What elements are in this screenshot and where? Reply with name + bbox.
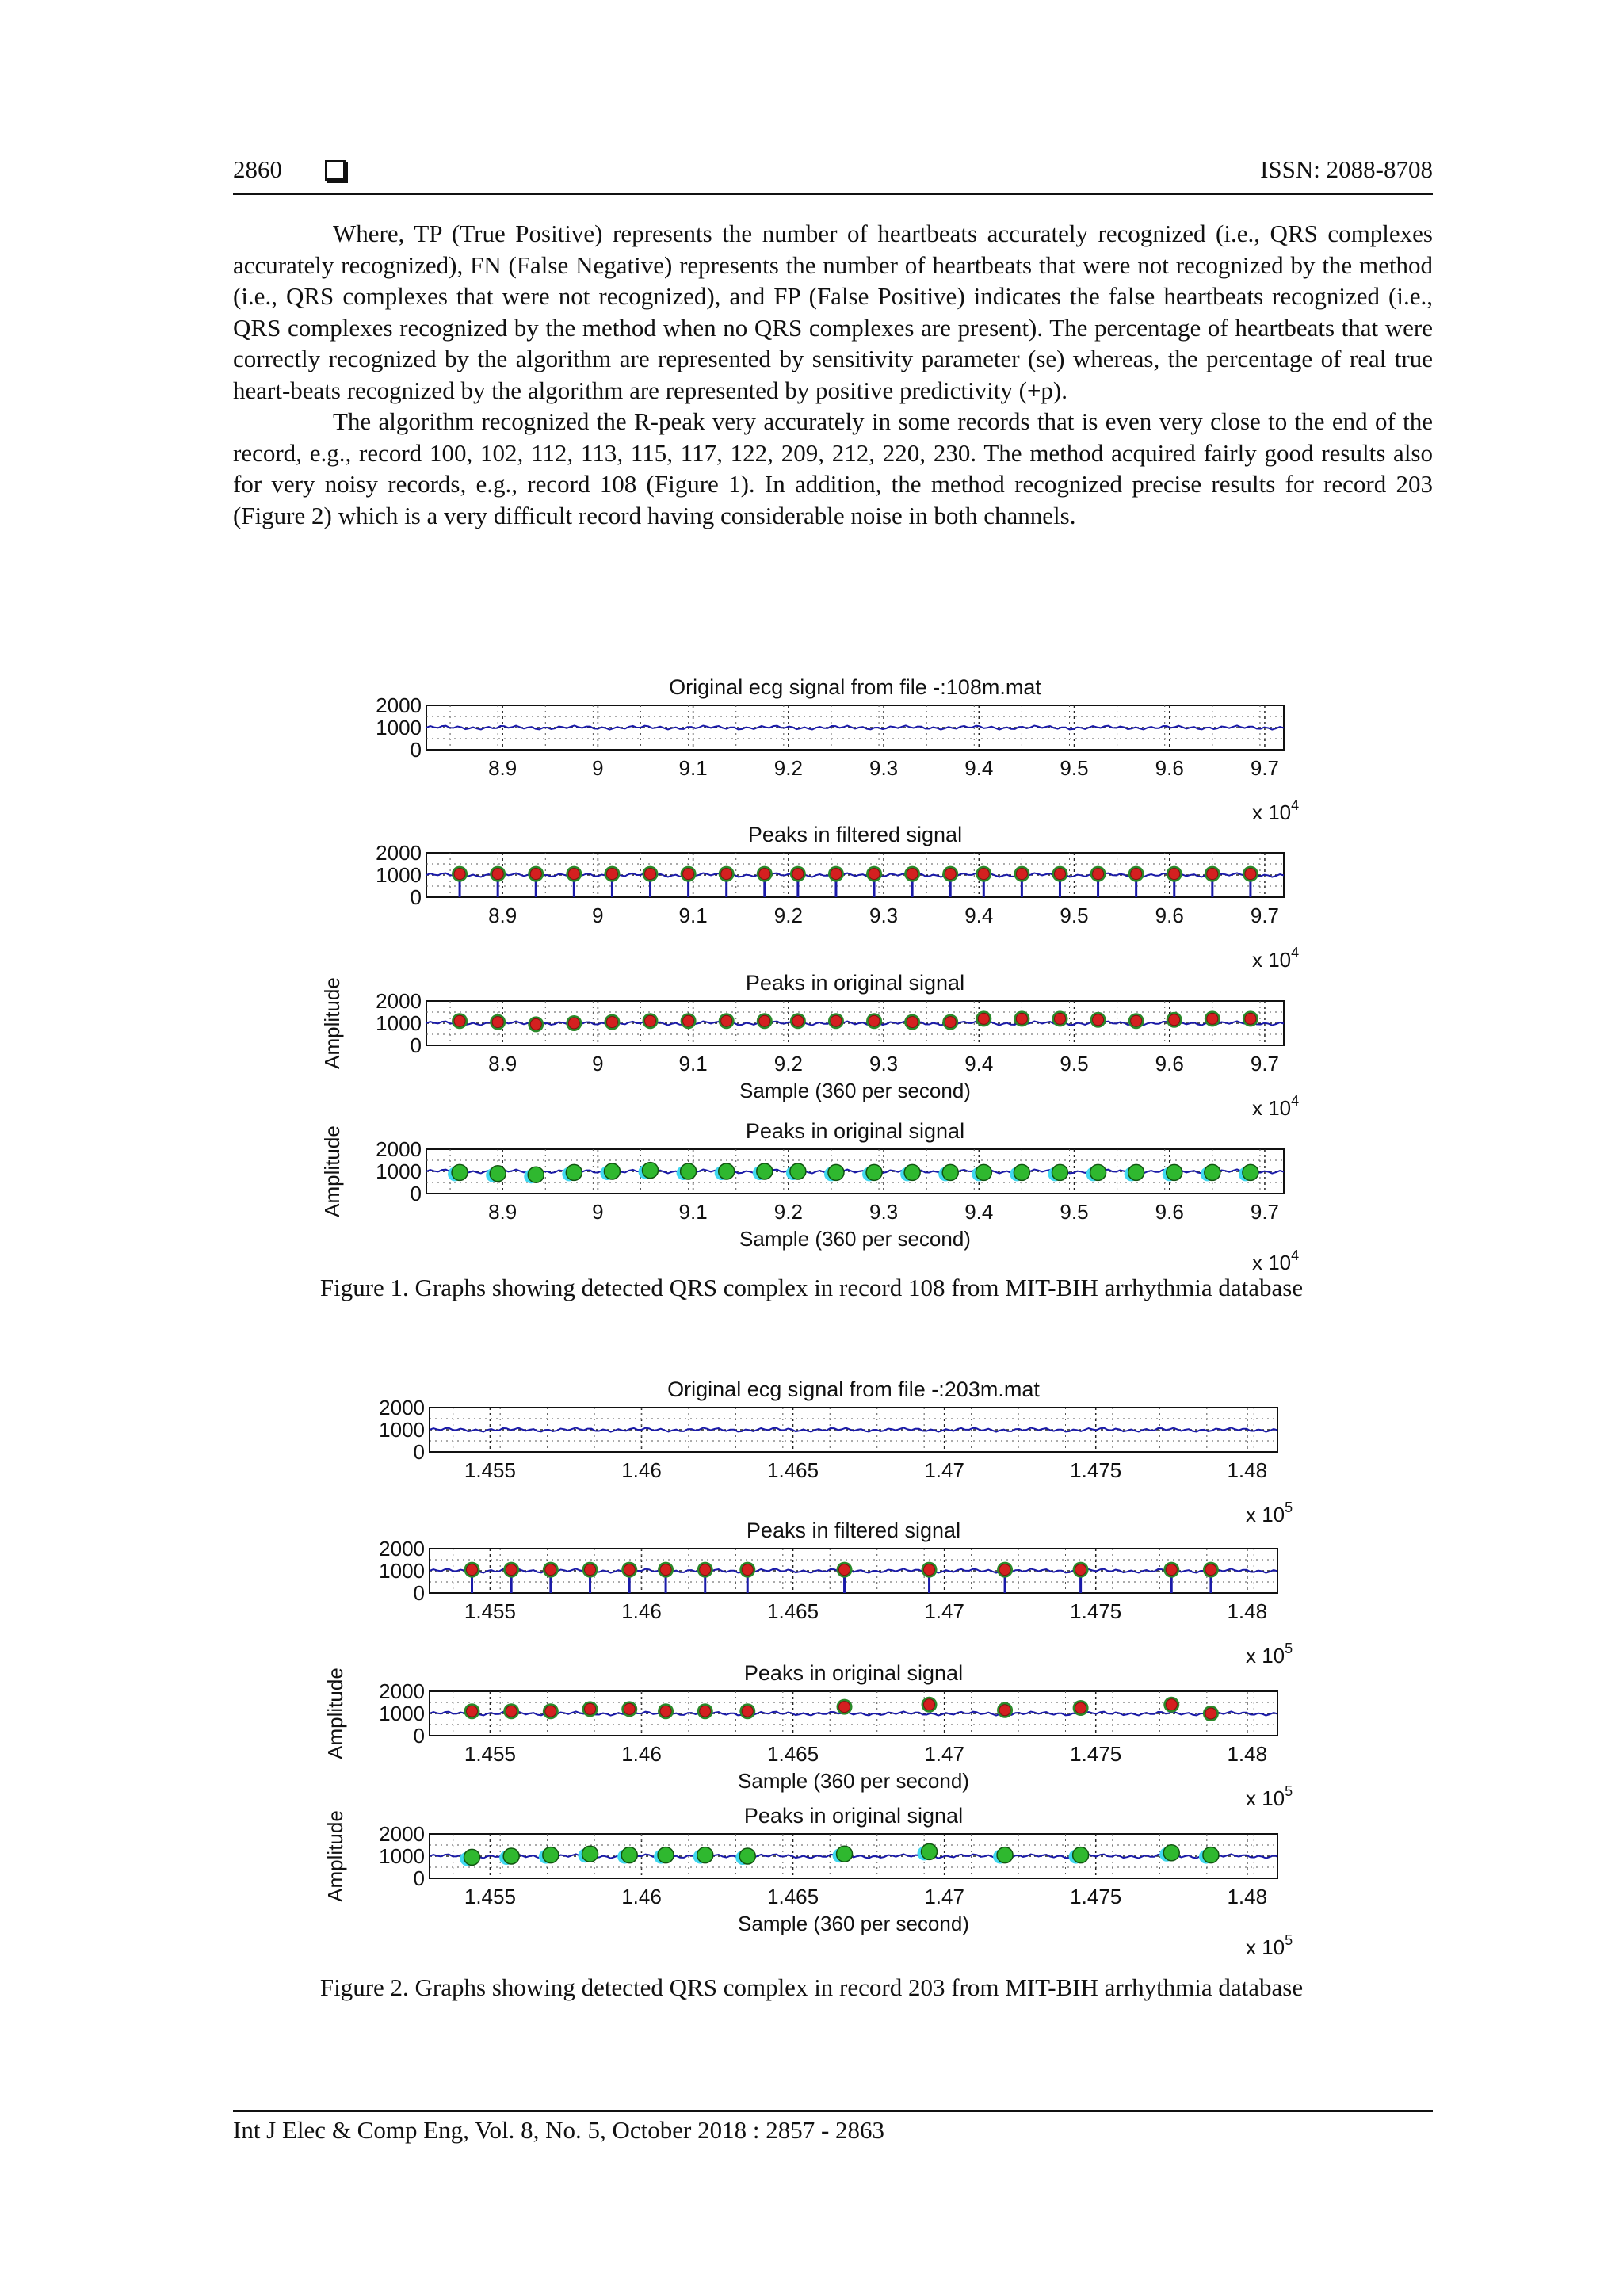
peak-marker xyxy=(904,1164,920,1180)
peak-marker xyxy=(978,1013,989,1024)
peak-marker xyxy=(568,1018,579,1029)
x-exponent-label: x $10^4$ xyxy=(1252,797,1300,824)
peak-marker xyxy=(1131,869,1142,880)
peak-marker xyxy=(452,1164,468,1180)
peak-marker xyxy=(645,1015,656,1026)
y-tick-label: 1000 xyxy=(376,716,422,739)
chart-title: Original ecg signal from file -:108m.mat xyxy=(669,675,1041,699)
peak-marker xyxy=(604,1163,620,1179)
peak-marker xyxy=(837,1846,853,1862)
peak-marker xyxy=(530,869,541,880)
x-tick-label: 9.7 xyxy=(1250,904,1280,927)
y-tick-label: 2000 xyxy=(379,1396,425,1419)
chart-title: Peaks in original signal xyxy=(745,1119,965,1143)
x-tick-label: 9.7 xyxy=(1250,1052,1280,1075)
peak-marker xyxy=(997,1847,1013,1863)
peak-marker xyxy=(907,869,918,880)
issn: ISSN: 2088-8708 xyxy=(1260,155,1433,183)
peak-marker xyxy=(543,1847,559,1863)
x-tick-label: 1.465 xyxy=(767,1885,819,1908)
x-tick-label: 1.475 xyxy=(1070,1458,1122,1482)
x-tick-label: 1.48 xyxy=(1227,1885,1268,1908)
y-tick-label: 2000 xyxy=(376,841,422,865)
peak-marker xyxy=(454,1015,465,1026)
y-tick-label: 1000 xyxy=(379,1702,425,1725)
peak-marker xyxy=(1052,1164,1067,1180)
peak-marker xyxy=(922,1843,938,1859)
peak-marker xyxy=(624,1564,635,1576)
x-tick-label: 9.5 xyxy=(1060,1052,1089,1075)
peak-marker xyxy=(719,1163,735,1179)
peak-marker xyxy=(924,1699,935,1710)
peak-marker xyxy=(757,1163,773,1179)
x-exponent-label: x $10^4$ xyxy=(1252,945,1300,972)
y-tick-label: 1000 xyxy=(376,1011,422,1035)
peak-marker xyxy=(1166,1699,1177,1710)
peak-marker xyxy=(999,1705,1010,1716)
y-tick-label: 2000 xyxy=(376,693,422,717)
x-tick-label: 9 xyxy=(592,1200,604,1224)
x-tick-label: 1.47 xyxy=(924,1599,964,1623)
x-tick-label: 1.465 xyxy=(767,1458,819,1482)
figure-1 xyxy=(309,658,1300,1274)
paragraph: Where, TP (True Positive) represents the number of heartbeats accurately recognized (i.e., QRS complexes accurately recognized), FN (False Negative) represents the number of heartbeats that were not recognized by the method (i.e., QRS complexes that were not recognized), and FP (False Positive) indicates the false heartbeats recognized (i.e., QRS complexes recognized by the method when no QRS complexes are present). The percentage of heartbeats that were correctly recognized by the algorithm are represented by sensitivity parameter (se) whereas, the percentage of real true heart-beats recognized by the algorithm are represented by positive predictivity (+p). xyxy=(233,220,1433,404)
y-tick-label: 2000 xyxy=(376,1137,422,1161)
x-tick-label: 1.475 xyxy=(1070,1599,1122,1623)
x-exponent-label: x $10^4$ xyxy=(1252,1093,1300,1120)
chart-title: Peaks in original signal xyxy=(743,1804,964,1828)
y-tick-label: 2000 xyxy=(376,989,422,1013)
peak-marker xyxy=(839,1564,850,1576)
peak-marker xyxy=(1205,1564,1216,1576)
chart-panel xyxy=(376,823,1299,972)
y-tick-label: 0 xyxy=(410,1182,422,1205)
x-axis-label: Sample (360 per second) xyxy=(739,1227,971,1251)
x-tick-label: 9.3 xyxy=(869,1200,899,1224)
peak-marker xyxy=(1167,1164,1182,1180)
x-exponent-label: x $10^5$ xyxy=(1246,1932,1293,1959)
x-tick-label: 1.46 xyxy=(621,1742,662,1766)
figure-1-chart xyxy=(309,658,1300,1274)
x-exponent-label: x $10^5$ xyxy=(1246,1641,1293,1668)
x-tick-label: 9.1 xyxy=(678,1052,708,1075)
peak-marker xyxy=(643,1163,659,1179)
x-exponent-label: x $10^5$ xyxy=(1246,1499,1293,1526)
x-tick-label: 1.46 xyxy=(621,1885,662,1908)
x-tick-label: 9.6 xyxy=(1155,1052,1184,1075)
peak-marker xyxy=(721,869,732,880)
x-tick-label: 9.2 xyxy=(773,1052,803,1075)
peak-marker xyxy=(1205,1708,1216,1719)
box-icon xyxy=(325,160,346,181)
y-tick-label: 0 xyxy=(413,1581,425,1605)
peak-marker xyxy=(1205,1164,1220,1180)
figure-2-caption: Figure 2. Graphs showing detected QRS complex in record 203 from MIT-BIH arrhythmia database xyxy=(319,1973,1304,2001)
x-tick-label: 1.455 xyxy=(464,1458,516,1482)
x-tick-label: 1.46 xyxy=(621,1458,662,1482)
chart-title: Peaks in original signal xyxy=(743,1661,964,1685)
figure-2-chart xyxy=(309,1362,1293,1959)
peak-marker xyxy=(942,1164,958,1180)
x-tick-label: 9.4 xyxy=(964,756,994,780)
peak-marker xyxy=(945,869,956,880)
y-tick-label: 1000 xyxy=(379,1559,425,1583)
y-axis-label: Amplitude xyxy=(323,1668,347,1759)
peak-marker xyxy=(492,869,503,880)
chart-panel xyxy=(379,1377,1293,1526)
x-tick-label: 1.46 xyxy=(621,1599,662,1623)
peak-marker xyxy=(506,1564,517,1576)
x-tick-label: 9.1 xyxy=(678,756,708,780)
x-tick-label: 9.1 xyxy=(678,904,708,927)
x-tick-label: 9 xyxy=(592,1052,604,1075)
x-tick-label: 9.6 xyxy=(1155,1200,1184,1224)
x-tick-label: 8.9 xyxy=(488,1052,517,1075)
x-tick-label: 9 xyxy=(592,904,604,927)
peak-marker xyxy=(1093,869,1104,880)
x-tick-label: 9.4 xyxy=(964,1052,994,1075)
x-tick-label: 1.47 xyxy=(924,1742,964,1766)
peak-marker xyxy=(1203,1847,1219,1863)
peak-marker xyxy=(1243,1164,1258,1180)
peak-marker xyxy=(1014,1164,1029,1180)
x-tick-label: 9.4 xyxy=(964,1200,994,1224)
peak-marker xyxy=(1073,1847,1089,1863)
page-number: 2860 xyxy=(233,155,282,183)
peak-marker xyxy=(645,869,656,880)
figure-2 xyxy=(309,1362,1293,1959)
x-tick-label: 9 xyxy=(592,756,604,780)
y-tick-label: 2000 xyxy=(379,1822,425,1846)
peak-marker xyxy=(700,1564,711,1576)
x-tick-label: 1.48 xyxy=(1227,1599,1268,1623)
x-tick-label: 9.6 xyxy=(1155,904,1184,927)
chart-title: Peaks in filtered signal xyxy=(747,823,963,846)
peak-marker xyxy=(568,869,579,880)
x-tick-label: 9.7 xyxy=(1250,756,1280,780)
peak-marker xyxy=(683,869,694,880)
chart-title: Peaks in filtered signal xyxy=(746,1519,961,1542)
x-tick-label: 1.455 xyxy=(464,1599,516,1623)
peak-marker xyxy=(1093,1014,1104,1026)
peak-marker xyxy=(739,1848,755,1864)
peak-marker xyxy=(454,869,465,880)
x-tick-label: 9.5 xyxy=(1060,756,1089,780)
peak-marker xyxy=(490,1166,506,1182)
x-tick-label: 9.7 xyxy=(1250,1200,1280,1224)
peak-marker xyxy=(790,1163,806,1179)
page-header xyxy=(233,155,1433,195)
peak-marker xyxy=(681,1163,697,1179)
x-tick-label: 9.6 xyxy=(1155,756,1184,780)
peak-marker xyxy=(1166,1564,1177,1576)
chart-panel xyxy=(379,1519,1293,1668)
y-tick-label: 0 xyxy=(410,1033,422,1057)
peak-marker xyxy=(658,1847,674,1863)
x-tick-label: 9.4 xyxy=(964,904,994,927)
peak-marker xyxy=(759,1015,770,1026)
peak-marker xyxy=(545,1564,556,1576)
peak-marker xyxy=(585,1703,596,1714)
peak-marker xyxy=(606,869,617,880)
peak-marker xyxy=(545,1706,556,1717)
x-tick-label: 1.455 xyxy=(464,1885,516,1908)
peak-marker xyxy=(1075,1564,1086,1576)
peak-marker xyxy=(924,1564,935,1576)
x-tick-label: 9.1 xyxy=(678,1200,708,1224)
figure-1-caption: Figure 1. Graphs showing detected QRS complex in record 108 from MIT-BIH arrhythmia database xyxy=(319,1274,1304,1301)
peak-marker xyxy=(467,1564,478,1576)
peak-marker xyxy=(582,1846,598,1862)
chart-panel xyxy=(323,1661,1293,1810)
peak-marker xyxy=(828,1164,844,1180)
peak-marker xyxy=(566,1164,582,1180)
peak-marker xyxy=(606,1017,617,1028)
peak-marker xyxy=(1245,1013,1256,1024)
x-tick-label: 9.3 xyxy=(869,756,899,780)
peak-marker xyxy=(831,869,842,880)
x-tick-label: 9.2 xyxy=(773,756,803,780)
x-tick-label: 1.48 xyxy=(1227,1458,1268,1482)
peak-marker xyxy=(624,1703,635,1714)
x-tick-label: 1.48 xyxy=(1227,1742,1268,1766)
x-axis-label: Sample (360 per second) xyxy=(738,1769,969,1793)
y-axis-label: Amplitude xyxy=(320,977,344,1069)
x-exponent-label: x $10^5$ xyxy=(1246,1783,1293,1810)
peak-marker xyxy=(976,1164,991,1180)
peak-marker xyxy=(585,1564,596,1576)
peak-marker xyxy=(978,869,989,880)
x-tick-label: 1.455 xyxy=(464,1742,516,1766)
paragraph: The algorithm recognized the R-peak very accurately in some records that is even very close to the end of the record, e.g., record 100, 102, 112, 113, 115, 117, 122, 209, 212, 220, 230. The method acquired fairly good results also for very noisy records, e.g., record 108 (Figure 1). In addition, the method recognized precise results for record 203 (Figure 2) which is a very difficult record having considerable noise in both channels. xyxy=(233,407,1433,529)
peak-marker xyxy=(697,1847,713,1863)
chart-title: Original ecg signal from file -:203m.mat xyxy=(667,1377,1040,1401)
x-tick-label: 9.2 xyxy=(773,904,803,927)
peak-marker xyxy=(1169,869,1180,880)
peak-marker xyxy=(792,1015,804,1026)
peak-marker xyxy=(1016,869,1027,880)
peak-marker xyxy=(1131,1015,1142,1026)
peak-marker xyxy=(866,1164,882,1180)
peak-marker xyxy=(1090,1164,1106,1180)
x-tick-label: 9.5 xyxy=(1060,1200,1089,1224)
peak-marker xyxy=(1016,1013,1027,1024)
x-tick-label: 8.9 xyxy=(488,756,517,780)
y-tick-label: 0 xyxy=(410,885,422,909)
x-tick-label: 9.3 xyxy=(869,904,899,927)
peak-marker xyxy=(831,1015,842,1026)
y-axis-label: Amplitude xyxy=(323,1810,347,1902)
peak-marker xyxy=(528,1167,544,1182)
peak-marker xyxy=(1128,1164,1144,1180)
peak-marker xyxy=(869,1015,880,1026)
peak-marker xyxy=(792,869,804,880)
peak-marker xyxy=(467,1706,478,1717)
peak-marker xyxy=(503,1848,519,1864)
peak-marker xyxy=(464,1849,480,1865)
peak-marker xyxy=(660,1564,671,1576)
peak-marker xyxy=(683,1015,694,1026)
x-tick-label: 1.475 xyxy=(1070,1742,1122,1766)
peak-marker xyxy=(907,1017,918,1028)
peak-marker xyxy=(721,1015,732,1026)
x-exponent-label: x $10^4$ xyxy=(1252,1247,1300,1274)
y-tick-label: 1000 xyxy=(379,1418,425,1442)
y-tick-label: 2000 xyxy=(379,1679,425,1703)
peak-marker xyxy=(1075,1702,1086,1713)
chart-panel xyxy=(323,1804,1293,1959)
peak-marker xyxy=(1163,1845,1179,1861)
y-tick-label: 1000 xyxy=(379,1844,425,1868)
y-tick-label: 2000 xyxy=(379,1537,425,1561)
peak-marker xyxy=(1245,869,1256,880)
x-axis-label: Sample (360 per second) xyxy=(738,1912,969,1935)
peak-marker xyxy=(700,1706,711,1717)
x-tick-label: 9.2 xyxy=(773,1200,803,1224)
peak-marker xyxy=(999,1564,1010,1576)
x-axis-label: Sample (360 per second) xyxy=(739,1079,971,1102)
chart-panel xyxy=(376,675,1299,824)
peak-marker xyxy=(660,1706,671,1717)
y-tick-label: 0 xyxy=(413,1724,425,1748)
peak-marker xyxy=(492,1017,503,1028)
x-tick-label: 8.9 xyxy=(488,904,517,927)
chart-panel xyxy=(320,1119,1299,1274)
peak-marker xyxy=(869,869,880,880)
peak-marker xyxy=(742,1706,753,1717)
footer-rule xyxy=(233,2110,1433,2112)
peak-marker xyxy=(1054,869,1065,880)
chart-title: Peaks in original signal xyxy=(745,971,965,995)
peak-marker xyxy=(839,1702,850,1713)
y-tick-label: 1000 xyxy=(376,1159,422,1183)
y-axis-label: Amplitude xyxy=(320,1125,344,1217)
peak-marker xyxy=(945,1017,956,1028)
peak-marker xyxy=(530,1018,541,1030)
y-tick-label: 0 xyxy=(410,738,422,762)
peak-marker xyxy=(621,1847,637,1863)
x-tick-label: 1.465 xyxy=(767,1742,819,1766)
chart-panel xyxy=(320,971,1299,1120)
footer-citation: Int J Elec & Comp Eng, Vol. 8, No. 5, October 2018 : 2857 - 2863 xyxy=(233,2116,885,2144)
x-tick-label: 9.5 xyxy=(1060,904,1089,927)
peak-marker xyxy=(506,1706,517,1717)
peak-marker xyxy=(1207,1013,1218,1024)
peak-marker xyxy=(1054,1013,1065,1024)
x-tick-label: 1.47 xyxy=(924,1458,964,1482)
y-tick-label: 1000 xyxy=(376,863,422,887)
body-text xyxy=(233,218,1433,531)
x-tick-label: 8.9 xyxy=(488,1200,517,1224)
header-rule xyxy=(233,193,1433,195)
peak-marker xyxy=(742,1564,753,1576)
x-tick-label: 9.3 xyxy=(869,1052,899,1075)
peak-marker xyxy=(1169,1014,1180,1026)
x-tick-label: 1.465 xyxy=(767,1599,819,1623)
peak-marker xyxy=(1207,869,1218,880)
y-tick-label: 0 xyxy=(413,1866,425,1890)
peak-marker xyxy=(759,869,770,880)
y-tick-label: 0 xyxy=(413,1440,425,1464)
x-tick-label: 1.475 xyxy=(1070,1885,1122,1908)
x-tick-label: 1.47 xyxy=(924,1885,964,1908)
